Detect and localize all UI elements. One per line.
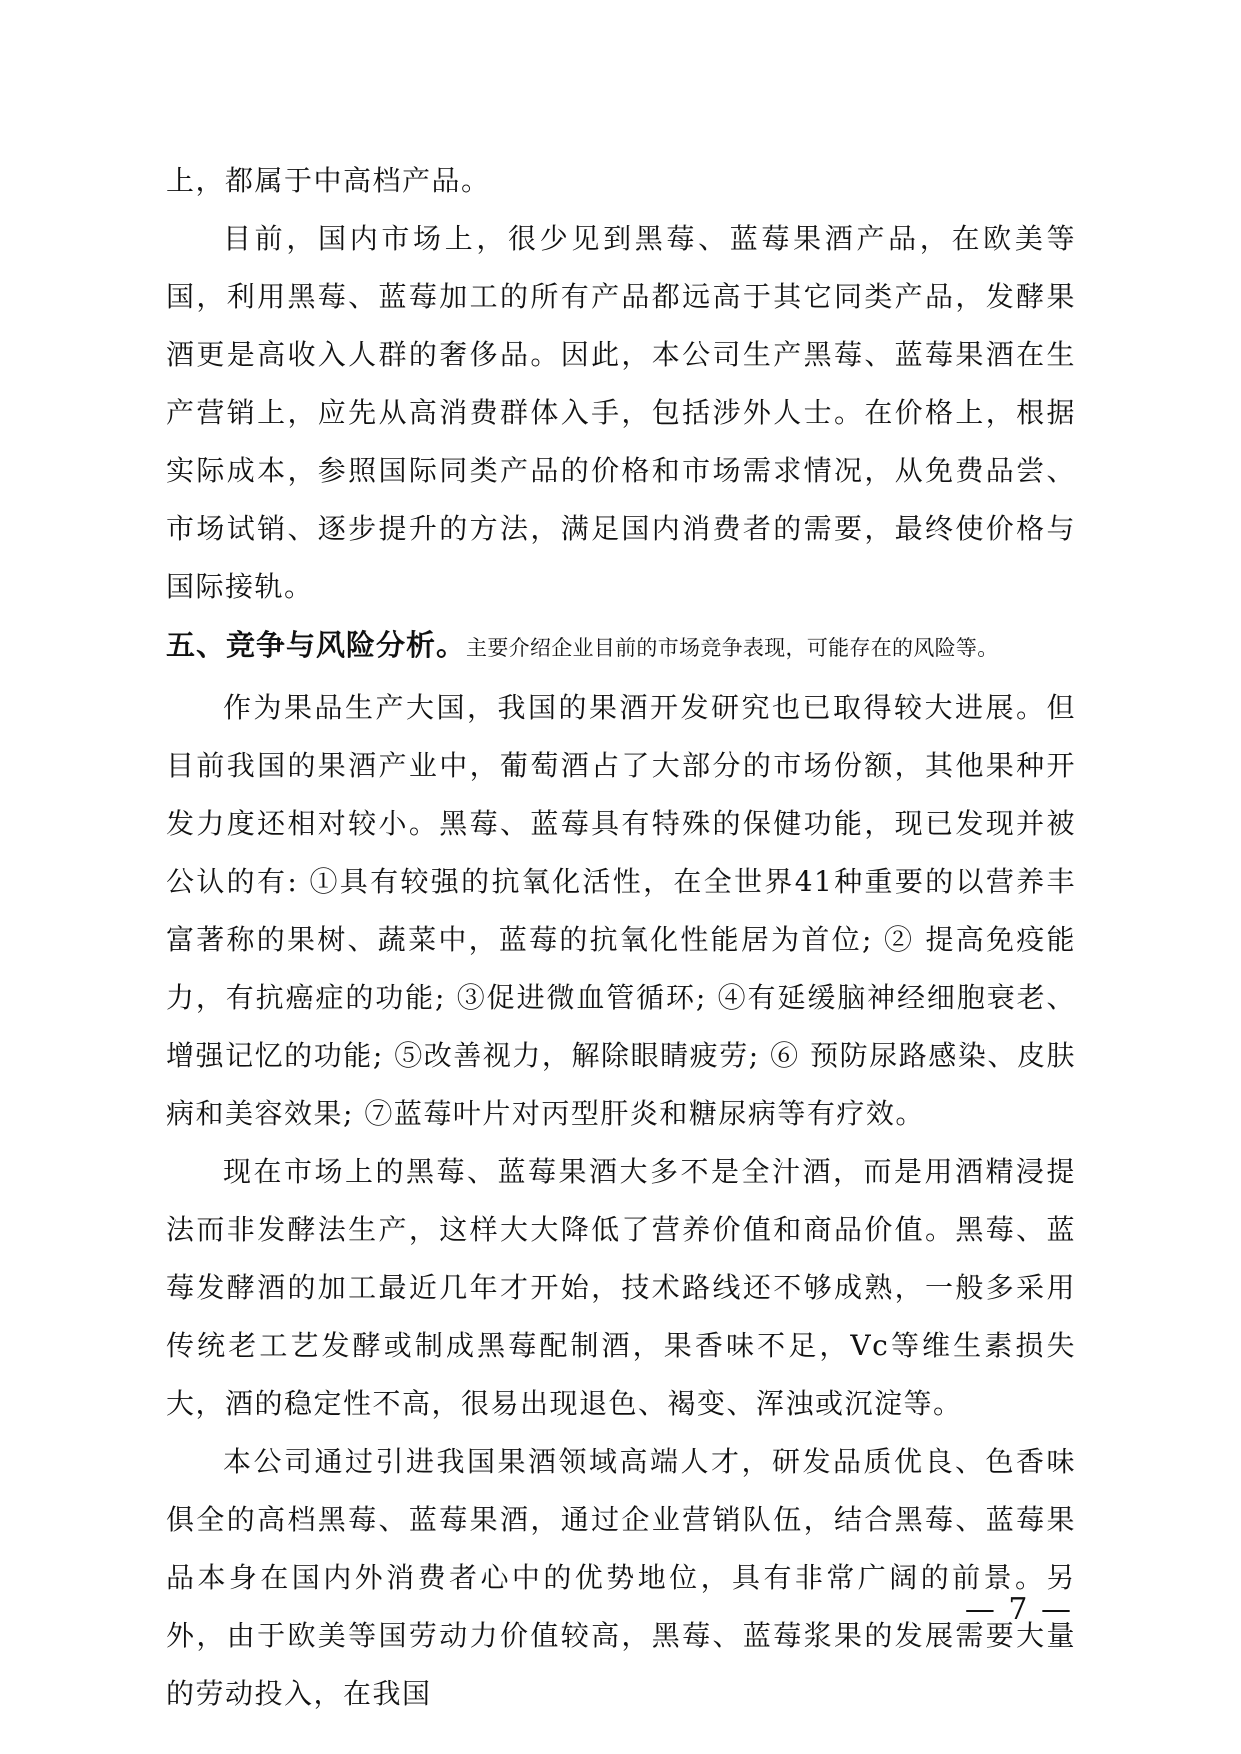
section-heading: 五、竞争与风险分析。	[166, 628, 467, 662]
paragraph-fruit-wine-industry: 作为果品生产大国，我国的果酒开发研究也已取得较大进展。但目前我国的果酒产业中，葡萄酒占了大部分的市场份额，其他果种开发力度还相对较小。黑莓、蓝莓具有特殊的保健功能，现已发现并被公认的有: ①具有较强的抗氧化活性，在全世界41种重要的以营养丰富著称的果树、蔬菜中，蓝莓的抗氧化性能居为首位; ② 提高免疫能力，有抗癌症的功能; ③促进微血管循环; ④有延缓脑神经细胞衰老、增强记忆的功能; ⑤改善视力，解除眼睛疲劳; ⑥ 预防尿路感染、皮肤病和美容效果; ⑦蓝莓叶片对丙型肝炎和糖尿病等有疗效。	[166, 691, 1076, 1130]
paragraph-company-prospects: 本公司通过引进我国果酒领域高端人才，研发品质优良、色香味俱全的高档黑莓、蓝莓果酒，通过企业营销队伍，结合黑莓、蓝莓果品本身在国内外消费者心中的优势地位，具有非常广阔的前景。另外，由于欧美等国劳动力价值较高，黑莓、蓝莓浆果的发展需要大量的劳动投入，在我国	[166, 1445, 1076, 1710]
paragraph-continuation: 上，都属于中高档产品。	[166, 164, 491, 197]
paragraph-current-market: 现在市场上的黑莓、蓝莓果酒大多不是全汁酒，而是用酒精浸提法而非发酵法生产，这样大大降低了营养价值和商品价值。黑莓、蓝莓发酵酒的加工最近几年才开始，技术路线还不够成熟，一般多采用传统老工艺发酵或制成黑莓配制酒，果香味不足，Vc等维生素损失大，酒的稳定性不高，很易出现退色、褐变、浑浊或沉淀等。	[166, 1155, 1076, 1420]
section-heading-row	[166, 616, 1076, 679]
section-description: 主要介绍企业目前的市场竞争表现，可能存在的风险等。	[466, 636, 999, 660]
paragraph-market-pricing: 目前，国内市场上，很少见到黑莓、蓝莓果酒产品，在欧美等国，利用黑莓、蓝莓加工的所有产品都远高于其它同类产品，发酵果酒更是高收入人群的奢侈品。因此，本公司生产黑莓、蓝莓果酒在生产营销上，应先从高消费群体入手，包括涉外人士。在价格上，根据实际成本，参照国际同类产品的价格和市场需求情况，从免费品尝、市场试销、逐步提升的方法，满足国内消费者的需要，最终使价格与国际接轨。	[166, 222, 1076, 603]
page-number: — 7 —	[964, 1592, 1073, 1627]
document-body	[166, 152, 1076, 1723]
